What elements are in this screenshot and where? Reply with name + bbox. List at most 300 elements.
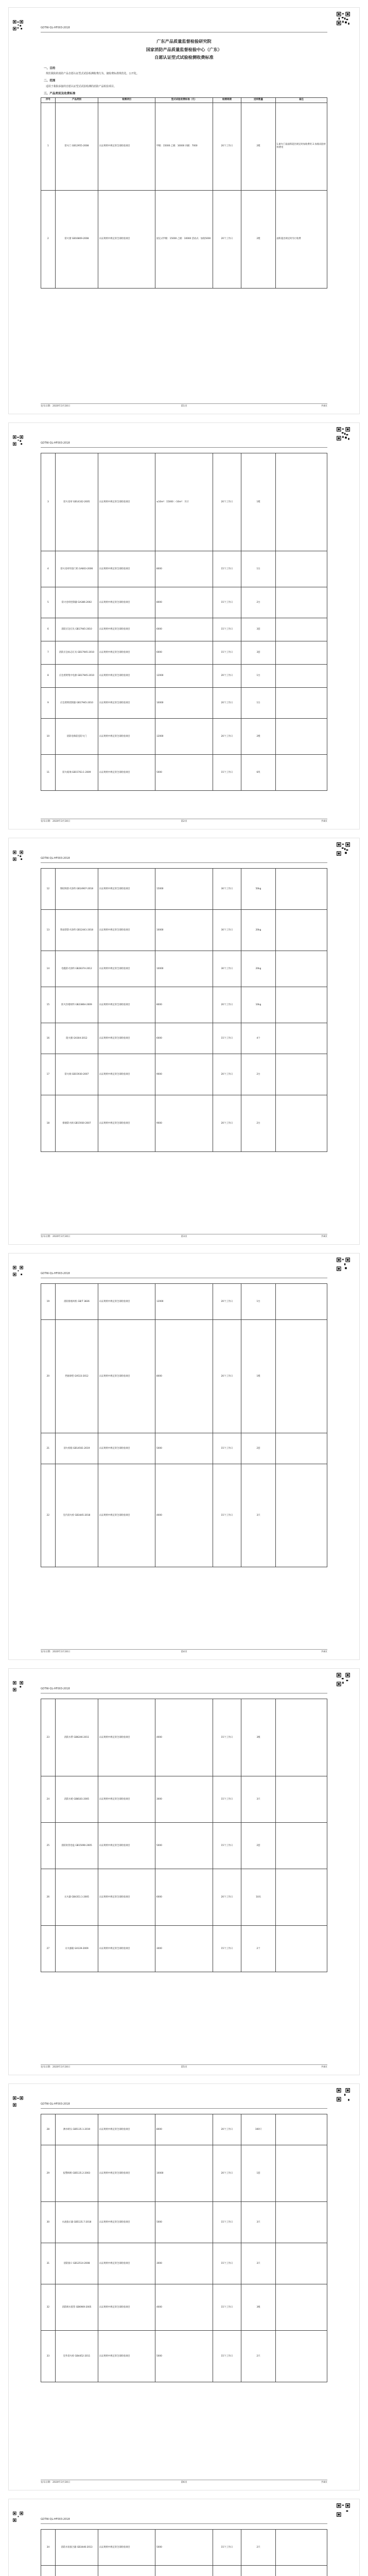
cell-name: 消防吸水胶管 GB6969-2005 (55, 2284, 98, 2331)
document-number: GDTW-QL-HF003-2018 (41, 1272, 70, 1276)
cell-period: 15个工作日 (213, 2243, 241, 2284)
table-header-row (41, 98, 327, 103)
table-row (41, 641, 327, 665)
cell-name: 防火卷帘用卷门机 GA603-2006 (55, 551, 98, 587)
cell-note (275, 1320, 327, 1433)
cell-period: 15个工作日 (213, 1926, 241, 1972)
cell-name: 消防水泵接合器 GB3446-2013 (55, 2530, 98, 2566)
cell-note (275, 2145, 327, 2202)
cell-dept: 认证规则中规定的全部检验项目 (98, 1869, 155, 1926)
table-row (41, 665, 327, 688)
page-total: 共8页 (321, 2481, 327, 2484)
cell-dept: 认证规则中规定的全部检验项目 (98, 951, 155, 987)
table-row (41, 2566, 327, 2576)
cell-note (275, 618, 327, 641)
fee-table (41, 2529, 327, 2576)
table-row (41, 1023, 327, 1054)
cell-fee: 12000 (155, 665, 213, 688)
cell-period: 15个工作日 (213, 755, 241, 791)
cell-no: 18 (41, 1095, 56, 1152)
cell-fee: ≤16m²：15000 ＞16m²：另计 (155, 453, 213, 551)
cell-qty: 10具 (241, 1869, 276, 1926)
cell-fee: 5000 (155, 2530, 213, 2566)
section-heading: 三、产品类别及收费标准 (44, 92, 76, 95)
cell-note (275, 665, 327, 688)
page-total: 共8页 (321, 1651, 327, 1653)
cell-dept: 认证规则中规定的全部检验项目 (98, 618, 155, 641)
cell-name: 消防应急标志灯具 GB17945-2010 (55, 641, 98, 665)
cell-name: 消防电梯前室防火门 (55, 719, 98, 755)
cell-note (275, 1869, 327, 1926)
cell-qty: 3只 (241, 1776, 276, 1823)
document-number: GDTW-QL-HF003-2018 (41, 442, 70, 445)
qr-code-icon (13, 435, 23, 446)
cell-period: 15个工作日 (213, 1023, 241, 1054)
table-row (41, 910, 327, 951)
cell-name: 防火阀 GB15930-2007 (55, 1054, 98, 1095)
cell-name (55, 2566, 98, 2576)
cell-name: 水流指示器 GB5135.7-2018 (55, 2202, 98, 2243)
cell-note (275, 719, 327, 755)
cell-no: 6 (41, 618, 56, 641)
cell-qty: 20kg (241, 910, 276, 951)
cell-note (275, 2284, 327, 2331)
cell-no: 1 (41, 103, 56, 190)
cell-no: 20 (41, 1320, 56, 1433)
cell-qty: 2樘 (241, 190, 276, 288)
table-row (41, 1284, 327, 1320)
cell-period: 20个工作日 (213, 453, 241, 551)
cell-qty: 1套 (241, 2145, 276, 2202)
cell-qty: 2套 (241, 1823, 276, 1869)
cell-note (275, 641, 327, 665)
cell-dept: 认证规则中规定的全部检验项目 (98, 190, 155, 288)
title-line: 广东产品质量监督检验研究院 (156, 39, 212, 44)
document-number: GDTW-QL-HF003-2018 (41, 26, 70, 30)
column-header: 序号 (41, 98, 56, 103)
cell-name: 防火玻璃 GB15763.1-2009 (55, 755, 98, 791)
cell-fee: 8000 (155, 551, 213, 587)
table-row (41, 453, 327, 551)
cell-qty: 2台 (241, 1095, 276, 1152)
cell-no: 19 (41, 1284, 56, 1320)
cell-no: 9 (41, 688, 56, 719)
cell-no: 31 (41, 2243, 56, 2284)
cell-period: 15个工作日 (213, 2530, 241, 2566)
cell-period (213, 2566, 241, 2576)
table-row (41, 1926, 327, 1972)
cell-no: 23 (41, 1699, 56, 1776)
cell-note (275, 1926, 327, 1972)
cell-dept: 认证规则中规定的全部检验项目 (98, 665, 155, 688)
table-row (41, 1464, 327, 1567)
cell-name: 防火门 GB12955-2008 (55, 103, 98, 190)
cell-no: 27 (41, 1926, 56, 1972)
cell-qty: 3根 (241, 1699, 276, 1776)
cell-dept: 认证规则中规定的全部检验项目 (98, 2243, 155, 2284)
publish-date: 发布日期：2020年3月30日 (41, 1651, 71, 1653)
publish-date: 发布日期：2020年3月30日 (41, 2066, 71, 2069)
cell-qty: 2樘 (241, 103, 276, 190)
table-row (41, 688, 327, 719)
cell-period: 15个工作日 (213, 2202, 241, 2243)
cell-name: 防火卷帘 GB14102-2005 (55, 453, 98, 551)
section-heading: 一、目的 (44, 66, 56, 70)
cell-fee: 4000 (155, 1464, 213, 1567)
document-number: GDTW-QL-HF003-2018 (41, 2103, 70, 2106)
cell-name: 饰面型防火涂料 GB12441-2018 (55, 910, 98, 951)
cell-dept: 认证规则中规定的全部检验项目 (98, 2202, 155, 2243)
document-title (41, 38, 327, 62)
table-row (41, 1869, 327, 1926)
cell-period: 20个工作日 (213, 1095, 241, 1152)
cell-no: 25 (41, 1823, 56, 1869)
fee-table (41, 97, 327, 288)
table-row (41, 1699, 327, 1776)
cell-no: 22 (41, 1464, 56, 1567)
table-row (41, 1054, 327, 1095)
table-row (41, 103, 327, 190)
cell-period: 15个工作日 (213, 641, 241, 665)
cell-fee: 9000 (155, 1095, 213, 1152)
cell-name: 排烟防火阀 GB15930-2007 (55, 1095, 98, 1152)
cell-period: 15个工作日 (213, 551, 241, 587)
table-row (41, 987, 327, 1023)
cell-period: 15个工作日 (213, 1823, 241, 1869)
cell-qty: 2只 (241, 2331, 276, 2382)
cell-note (275, 2202, 327, 2243)
page-number: 第3页 (181, 1235, 187, 1238)
cell-name: 室外消火栓 GB4452-2011 (55, 2331, 98, 2382)
cell-no: 12 (41, 869, 56, 910)
cell-period: 20个工作日 (213, 1869, 241, 1926)
cell-qty: 1台 (241, 551, 276, 587)
cell-dept: 认证规则中规定的全部检验项目 (98, 641, 155, 665)
cell-qty: 20kg (241, 951, 276, 987)
cell-dept: 认证规则中规定的全部检验项目 (98, 1433, 155, 1464)
publish-date: 发布日期：2020年3月30日 (41, 820, 71, 823)
fee-table (41, 868, 327, 1152)
qr-code-icon (337, 2503, 350, 2517)
cell-fee: 8000 (155, 2114, 213, 2145)
cell-note (275, 2114, 327, 2145)
cell-fee: 8000 (155, 587, 213, 618)
cell-qty: 3只 (241, 2243, 276, 2284)
cell-period: 20个工作日 (213, 719, 241, 755)
cell-note (275, 1095, 327, 1152)
cell-dept: 认证规则中规定的全部检验项目 (98, 2530, 155, 2566)
section-heading: 二、范围 (44, 79, 56, 83)
cell-no: 16 (41, 1023, 56, 1054)
cell-qty: 1樘 (241, 1320, 276, 1433)
cell-name: 消防水带 GB6246-2011 (55, 1699, 98, 1776)
cell-note (275, 1776, 327, 1823)
cell-qty: 2只 (241, 2530, 276, 2566)
cell-dept: 认证规则中规定的全部检验项目 (98, 1464, 155, 1567)
cell-no: 33 (41, 2331, 56, 2382)
cell-qty: 3套 (241, 641, 276, 665)
cell-period: 15个工作日 (213, 1776, 241, 1823)
cell-qty: 3只 (241, 2202, 276, 2243)
cell-name: 消防接口 GB12514-2008 (55, 2243, 98, 2284)
cell-dept: 认证规则中规定的全部检验项目 (98, 1823, 155, 1869)
cell-qty: 4个 (241, 1023, 276, 1054)
cell-name: 防火卷帘控制器 GA386-2002 (55, 587, 98, 618)
cell-fee: 4000 (155, 1699, 213, 1776)
cell-qty: 10kg (241, 987, 276, 1023)
cell-no: 2 (41, 190, 56, 288)
cell-qty: 100只 (241, 2114, 276, 2145)
cell-dept: 认证规则中规定的全部检验项目 (98, 2114, 155, 2145)
cell-no: 34 (41, 2530, 56, 2566)
cell-no: 26 (41, 1869, 56, 1926)
document-page-3 (8, 838, 360, 1245)
page-total: 共8页 (321, 405, 327, 408)
cell-no: 30 (41, 2202, 56, 2243)
publish-date: 发布日期：2020年3月30日 (41, 405, 71, 408)
cell-name: 应急照明集中电源 GB17945-2010 (55, 665, 98, 688)
document-page-5 (8, 1668, 360, 2075)
table-row (41, 869, 327, 910)
cell-fee (155, 2566, 213, 2576)
cell-qty: 2套 (241, 1433, 276, 1464)
cell-no: 10 (41, 719, 56, 755)
cell-dept: 认证规则中规定的全部检验项目 (98, 869, 155, 910)
cell-name: 阻火圈 GA304-2012 (55, 1023, 98, 1054)
cell-qty: 2台 (241, 1054, 276, 1095)
document-number: GDTW-QL-HF003-2018 (41, 857, 70, 860)
cell-dept: 认证规则中规定的全部检验项目 (98, 688, 155, 719)
cell-fee: 15000 (155, 869, 213, 910)
cell-no: 14 (41, 951, 56, 987)
cell-note (275, 869, 327, 910)
column-header: 型式试验收费标准（元） (155, 98, 213, 103)
page-footer (41, 1234, 327, 1239)
cell-dept: 认证规则中规定的全部检验项目 (98, 755, 155, 791)
cell-no: 32 (41, 2284, 56, 2331)
page-number: 第2页 (181, 820, 187, 823)
cell-note (275, 551, 327, 587)
cell-note (275, 1699, 327, 1776)
qr-code-icon (337, 427, 350, 440)
cell-qty: 50kg (241, 869, 276, 910)
cell-period: 30个工作日 (213, 951, 241, 987)
cell-dept: 认证规则中规定的全部检验项目 (98, 2145, 155, 2202)
cell-name: 洒水喷头 GB5135.1-2019 (55, 2114, 98, 2145)
cell-period: 15个工作日 (213, 2284, 241, 2331)
table-row (41, 1095, 327, 1152)
cell-fee: 4000 (155, 2284, 213, 2331)
cell-dept: 认证规则中规定的全部检验项目 (98, 1023, 155, 1054)
cell-note (275, 951, 327, 987)
cell-dept: 认证规则中规定的全部检验项目 (98, 2331, 155, 2382)
cell-dept: 认证规则中规定的全部检验项目 (98, 587, 155, 618)
cell-dept: 认证规则中规定的全部检验项目 (98, 987, 155, 1023)
cell-note (275, 910, 327, 951)
qr-code-icon (13, 2512, 23, 2522)
cell-no: 15 (41, 987, 56, 1023)
cell-dept: 认证规则中规定的全部检验项目 (98, 1776, 155, 1823)
cell-no: 7 (41, 641, 56, 665)
cell-fee: 6000 (155, 1869, 213, 1926)
cell-note (275, 2243, 327, 2284)
cell-period: 20个工作日 (213, 2114, 241, 2145)
column-header: 备注 (275, 98, 327, 103)
page-header (41, 2509, 327, 2524)
cell-period: 20个工作日 (213, 665, 241, 688)
page-header (41, 432, 327, 448)
cell-name: 应急照明控制器 GB17945-2010 (55, 688, 98, 719)
cell-name: 防火封堵材料 GB23864-2009 (55, 987, 98, 1023)
table-row (41, 2331, 327, 2382)
cell-name: 钢结构防火涂料 GB14907-2018 (55, 869, 98, 910)
table-row (41, 951, 327, 987)
cell-no (41, 2566, 56, 2576)
cell-dept: 认证规则中规定的全部检验项目 (98, 1095, 155, 1152)
cell-fee: 3000 (155, 1776, 213, 1823)
cell-dept: 认证规则中规定的全部检验项目 (98, 719, 155, 755)
cell-qty: 1台 (241, 665, 276, 688)
cell-note (275, 453, 327, 551)
cell-qty: 3根 (241, 2284, 276, 2331)
cell-period: 20个工作日 (213, 1320, 241, 1433)
qr-code-icon (13, 1681, 23, 1691)
document-page-2 (8, 422, 360, 829)
page-number: 第1页 (181, 405, 187, 408)
table-row (41, 755, 327, 791)
cell-fee: 12000 (155, 1284, 213, 1320)
cell-fee: 10000 (155, 688, 213, 719)
cell-fee: 甲级：15000 乙级：10000 丙级：7000 (155, 103, 213, 190)
cell-period: 15个工作日 (213, 1699, 241, 1776)
page-footer (41, 819, 327, 824)
cell-no: 11 (41, 755, 56, 791)
document-number: GDTW-QL-HF003-2018 (41, 1687, 70, 1691)
fee-table (41, 1699, 327, 1972)
cell-fee: 6000 (155, 641, 213, 665)
cell-no: 29 (41, 2145, 56, 2202)
cell-period: 15个工作日 (213, 2331, 241, 2382)
cell-name: 防火窗 GB16809-2008 (55, 190, 98, 288)
cell-period: 30个工作日 (213, 910, 241, 951)
qr-code-icon (337, 842, 350, 856)
table-row (41, 587, 327, 618)
page-number: 第6页 (181, 2481, 187, 2484)
cell-note (275, 2530, 327, 2566)
qr-code-icon (13, 851, 23, 861)
cell-dept: 认证规则中规定的全部检验项目 (98, 1320, 155, 1433)
table-row (41, 1823, 327, 1869)
section-body: 适用于我院承接的自愿认证型式试验检测的消防产品检验项目。 (46, 84, 116, 88)
cell-period: 15个工作日 (213, 587, 241, 618)
cell-fee: 5000 (155, 755, 213, 791)
cell-fee: 6000 (155, 618, 213, 641)
cell-dept: 认证规则中规定的全部检验项目 (98, 1054, 155, 1095)
table-row (41, 190, 327, 288)
title-line: 国家消防产品质量监督检验中心（广东） (146, 46, 222, 52)
cell-no: 13 (41, 910, 56, 951)
qr-code-icon (13, 1266, 23, 1276)
cell-dept (98, 2566, 155, 2576)
section-body: 规范我院的消防产品自愿认证型式试验检测收费行为，使收费标准规范化、公开化。 (46, 72, 139, 76)
cell-dept: 认证规则中规定的全部检验项目 (98, 1284, 155, 1320)
page-total: 共8页 (321, 820, 327, 823)
cell-qty: 6块 (241, 755, 276, 791)
cell-fee: 8000 (155, 987, 213, 1023)
cell-note (275, 1054, 327, 1095)
cell-note (275, 2566, 327, 2576)
cell-fee: 6000 (155, 1023, 213, 1054)
cell-dept: 认证规则中规定的全部检验项目 (98, 103, 155, 190)
table-row (41, 719, 327, 755)
cell-fee: 10000 (155, 951, 213, 987)
cell-fee: 10000 (155, 910, 213, 951)
cell-qty (241, 2566, 276, 2576)
cell-qty: 2台 (241, 587, 276, 618)
cell-period: 15个工作日 (213, 1464, 241, 1567)
page-header (41, 848, 327, 863)
cell-fee: 9000 (155, 1054, 213, 1095)
cell-name: 灭火器箱 GA139-2009 (55, 1926, 98, 1972)
cell-fee: 5000 (155, 1433, 213, 1464)
publish-date: 发布日期：2020年3月30日 (41, 1235, 71, 1238)
title-line: 自愿认证型式试验检测收费标准 (154, 55, 214, 60)
document-page-7 (8, 2499, 360, 2576)
fee-table (41, 2114, 327, 2382)
table-row (41, 2284, 327, 2331)
cell-period: 20个工作日 (213, 688, 241, 719)
cell-period: 15个工作日 (213, 1433, 241, 1464)
cell-name: 消防软管卷盘 GB15090-2005 (55, 1823, 98, 1869)
cell-note: 面积超出规定时另行收费 (275, 190, 327, 288)
cell-dept: 认证规则中规定的全部检验项目 (98, 910, 155, 951)
document-page-1 (8, 7, 360, 414)
cell-fee: 5000 (155, 2202, 213, 2243)
cell-name: 电缆防火涂料 GB28374-2012 (55, 951, 98, 987)
cell-fee: 10000 (155, 2145, 213, 2202)
table-row (41, 2243, 327, 2284)
table-row (41, 2145, 327, 2202)
cell-no: 24 (41, 1776, 56, 1823)
table-row (41, 2530, 327, 2566)
cell-dept: 认证规则中规定的全部检验项目 (98, 1699, 155, 1776)
qr-code-icon (337, 12, 350, 25)
cell-name: 室内消火栓 GB3445-2018 (55, 1464, 98, 1567)
qr-code-icon (337, 1258, 350, 1271)
cell-period: 20个工作日 (213, 2145, 241, 2202)
qr-code-icon (337, 1673, 350, 1686)
column-header: 送样数量 (241, 98, 276, 103)
page-header (41, 1678, 327, 1693)
fee-table (41, 453, 327, 791)
cell-name: 消防应急灯具 GB17945-2010 (55, 618, 98, 641)
cell-dept: 认证规则中规定的全部检验项目 (98, 551, 155, 587)
column-header: 产品类别 (55, 98, 98, 103)
document-page-6 (8, 2083, 360, 2490)
cell-dept: 认证规则中规定的全部检验项目 (98, 1926, 155, 1972)
document-number: GDTW-QL-HF003-2018 (41, 2518, 70, 2521)
cell-qty: 1台 (241, 1284, 276, 1320)
cell-qty: 3只 (241, 1464, 276, 1567)
cell-fee: 5000 (155, 1823, 213, 1869)
column-header: 检测项目 (98, 98, 155, 103)
table-row (41, 1433, 327, 1464)
cell-qty: 1樘 (241, 453, 276, 551)
cell-no: 4 (41, 551, 56, 587)
cell-note (275, 1023, 327, 1054)
table-row (41, 551, 327, 587)
qr-code-icon (337, 2088, 350, 2102)
